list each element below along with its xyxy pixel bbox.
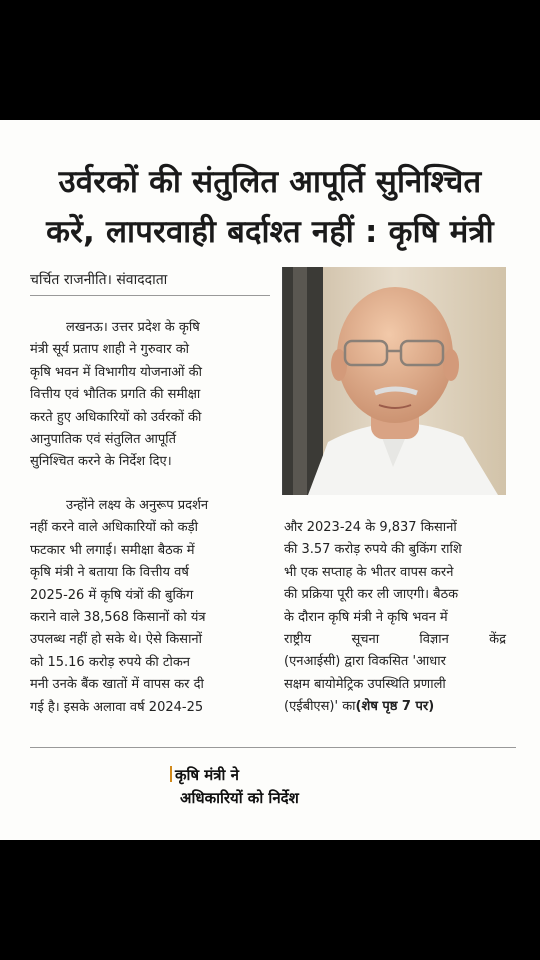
body-left-column (30, 495, 270, 719)
text-line: भी एक सप्ताह के भीतर वापस करने (284, 564, 454, 580)
footer-line-1 (170, 764, 299, 787)
text-line: करते हुए अधिकारियों को उर्वरकों की (30, 409, 202, 425)
text-line: आनुपातिक एवं संतुलित आपूर्ति (30, 432, 177, 448)
text-line: कराने वाले 38,568 किसानों को यंत्र (30, 610, 206, 626)
body-right-column (284, 517, 506, 719)
byline: चर्चित राजनीति। संवाददाता (30, 272, 168, 288)
text-line: सुनिश्चित करने के निर्देश दिए। (30, 454, 172, 470)
minister-photo (282, 267, 506, 495)
headline-line-1: उर्वरकों की संतुलित आपूर्ति सुनिश्चित (58, 164, 482, 200)
text-line: और 2023-24 के 9,837 किसानों (284, 520, 457, 535)
text-line: कृषि मंत्री ने बताया कि वित्तीय वर्ष (30, 565, 189, 581)
text-line: को 15.16 करोड़ रुपये की टोकन (30, 654, 191, 670)
text-line: कृषि भवन में विभागीय योजनाओं की (30, 364, 202, 380)
text-line: (एनआईसी) द्वारा विकसित 'आधार (284, 654, 446, 670)
text-line: उपलब्ध नहीं हो सके थे। ऐसे किसानों (30, 632, 203, 648)
text-line: लखनऊ। उत्तर प्रदेश के कृषि (66, 320, 200, 335)
text-line: उन्होंने लक्ष्य के अनुरूप प्रदर्शन (66, 498, 209, 513)
text-line: वित्तीय एवं भौतिक प्रगति की समीक्षा (30, 387, 201, 403)
minister-portrait-image (283, 267, 506, 495)
text-line: गई है। इसके अलावा वर्ष 2024-25 (30, 699, 204, 715)
text-line-last (284, 696, 506, 718)
text-line: मनी उनके बैंक खातों में वापस कर दी (30, 677, 204, 693)
footer-headline (170, 764, 299, 810)
newspaper-clipping (0, 120, 540, 840)
text-line: (एईबीएस)' का (284, 699, 356, 715)
text-line: मंत्री सूर्य प्रताप शाही ने गुरुवार को (30, 342, 190, 358)
text-line: की प्रक्रिया पूरी कर ली जाएगी। बैठक (284, 587, 459, 603)
footer-line-2: अधिकारियों को निर्देश (180, 789, 299, 807)
text-line: सक्षम बायोमेट्रिक उपस्थिति प्रणाली (284, 676, 446, 692)
accent-bar (170, 766, 172, 782)
continued-note: (शेष पृष्ठ 7 पर) (355, 699, 435, 715)
text-line: की 3.57 करोड़ रुपये की बुकिंग राशि (284, 542, 462, 558)
text-line: फटकार भी लगाई। समीक्षा बैठक में (30, 542, 195, 558)
headline-line-2: करें, लापरवाही बर्दाश्त नहीं : कृषि मंत्री (46, 214, 494, 250)
text-line: राष्ट्रीय सूचना विज्ञान केंद्र (284, 632, 506, 648)
byline-divider (30, 295, 270, 296)
text-line: 2025-26 में कृषि यंत्रों की बुकिंग (30, 587, 194, 603)
intro-paragraph (30, 317, 270, 474)
text-line: नहीं करने वाले अधिकारियों को कड़ी (30, 520, 198, 536)
bottom-divider (30, 747, 516, 748)
footer-text-1: कृषि मंत्री ने (175, 766, 239, 784)
text-line: के दौरान कृषि मंत्री ने कृषि भवन में (284, 609, 448, 625)
